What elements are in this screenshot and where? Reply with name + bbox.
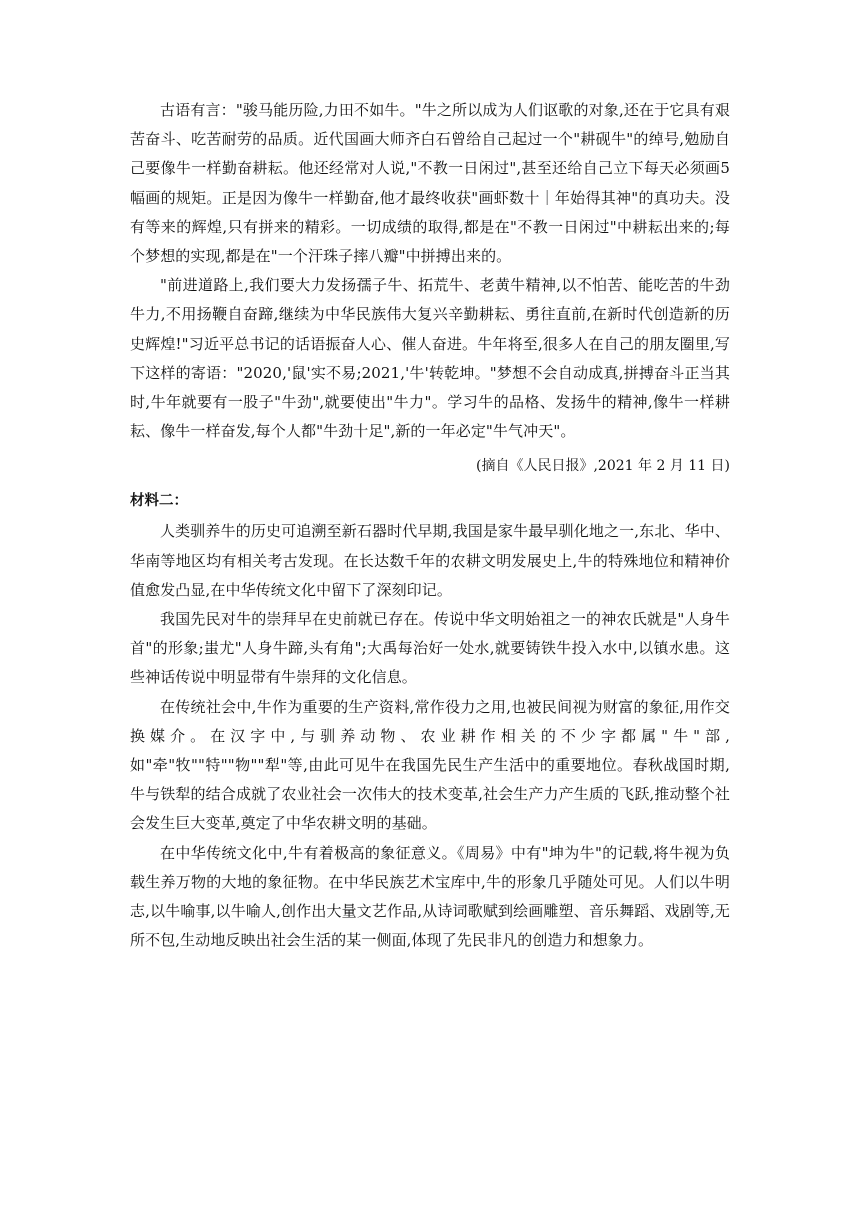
material-two-heading: 材料二： (130, 492, 188, 510)
document-page (130, 96, 730, 955)
paragraph-production: 在传统社会中,牛作为重要的生产资料,常作役力之用,也被民间视为财富的象征,用作交换媒介。在汉字中,与驯养动物、农业耕作相关的不少字都属"牛"部,如"牵"牧""特""物""犁"等,由此可见牛在我国先民生产生活中的重要地位。春秋战国时期,牛与铁犁的结合成就了农业社会一次伟大的技术变革,社会生产力产生质的飞跃,推动整个社会发生巨大变革,奠定了中华农耕文明的基础。 (130, 697, 730, 833)
paragraph-symbolism: 在中华传统文化中,牛有着极高的象征意义。《周易》中有"坤为牛"的记载,将牛视为负载生养万物的大地的象征物。在中华民族艺术宝库中,牛的形象几乎随处可见。人们以牛明志,以牛喻事,以牛喻人,创作出大量文艺作品,从诗词歌赋到绘画雕塑、音乐舞蹈、戏剧等,无所不包,生动地反映出社会生活的某一侧面,体现了先民非凡的创造力和想象力。 (130, 843, 730, 950)
paragraph-domestication: 人类驯养牛的历史可追溯至新石器时代早期,我国是家牛最早驯化地之一,东北、华中、华南等地区均有相关考古发现。在长达数千年的农耕文明发展史上,牛的特殊地位和精神价值愈发凸显,在中华传统文化中留下了深刻印记。 (130, 522, 730, 599)
paragraph-worship: 我国先民对牛的崇拜早在史前就已存在。传说中华文明始祖之一的神农氏就是"人身牛首"的形象;蚩尤"人身牛蹄,头有角";大禹每治好一处水,就要铸铁牛投入水中,以镇水患。这些神话传说中明显带有牛崇拜的文化信息。 (130, 610, 730, 687)
source-citation: (摘自《人民日报》,2021 年 2 月 11 日) (476, 458, 730, 475)
paragraph-qi-baishi: 古语有言："骏马能历险,力田不如牛。"牛之所以成为人们讴歌的对象,还在于它具有艰苦奋斗、吃苦耐劳的品质。近代国画大师齐白石曾给自己起过一个"耕砚牛"的绰号,勉励自己要像牛一样勤奋耕耘。他还经常对人说,"不教一日闲过",甚至还给自己立下每天必须画5幅画的规矩。正是因为像牛一样勤奋,他才最终收获"画虾数十｜年始得其神"的真功夫。没有等来的辉煌,只有拼来的精彩。一切成绩的取得,都是在"不教一日闲过"中耕耘出来的;每个梦想的实现,都是在"一个汗珠子摔八瓣"中拼搏出来的。 (130, 101, 730, 266)
paragraph-niu-spirit: "前进道路上,我们要大力发扬孺子牛、拓荒牛、老黄牛精神,以不怕苦、能吃苦的牛劲牛力,不用扬鞭自奋蹄,继续为中华民族伟大复兴辛勤耕耘、勇往直前,在新时代创造新的历史辉煌!"习近平总书记的话语振奋人心、催人奋进。牛年将至,很多人在自己的朋友圈里,写下这样的寄语："2020,'鼠'实不易;2021,'牛'转乾坤。"梦想不会自动成真,拼搏奋斗正当其时,牛年就要有一股子"牛劲",就要使出"牛力"。学习牛的品格、发扬牛的精神,像牛一样耕耘、像牛一样奋发,每个人都"牛劲十足",新的一年必定"牛气冲天"。 (130, 276, 730, 441)
